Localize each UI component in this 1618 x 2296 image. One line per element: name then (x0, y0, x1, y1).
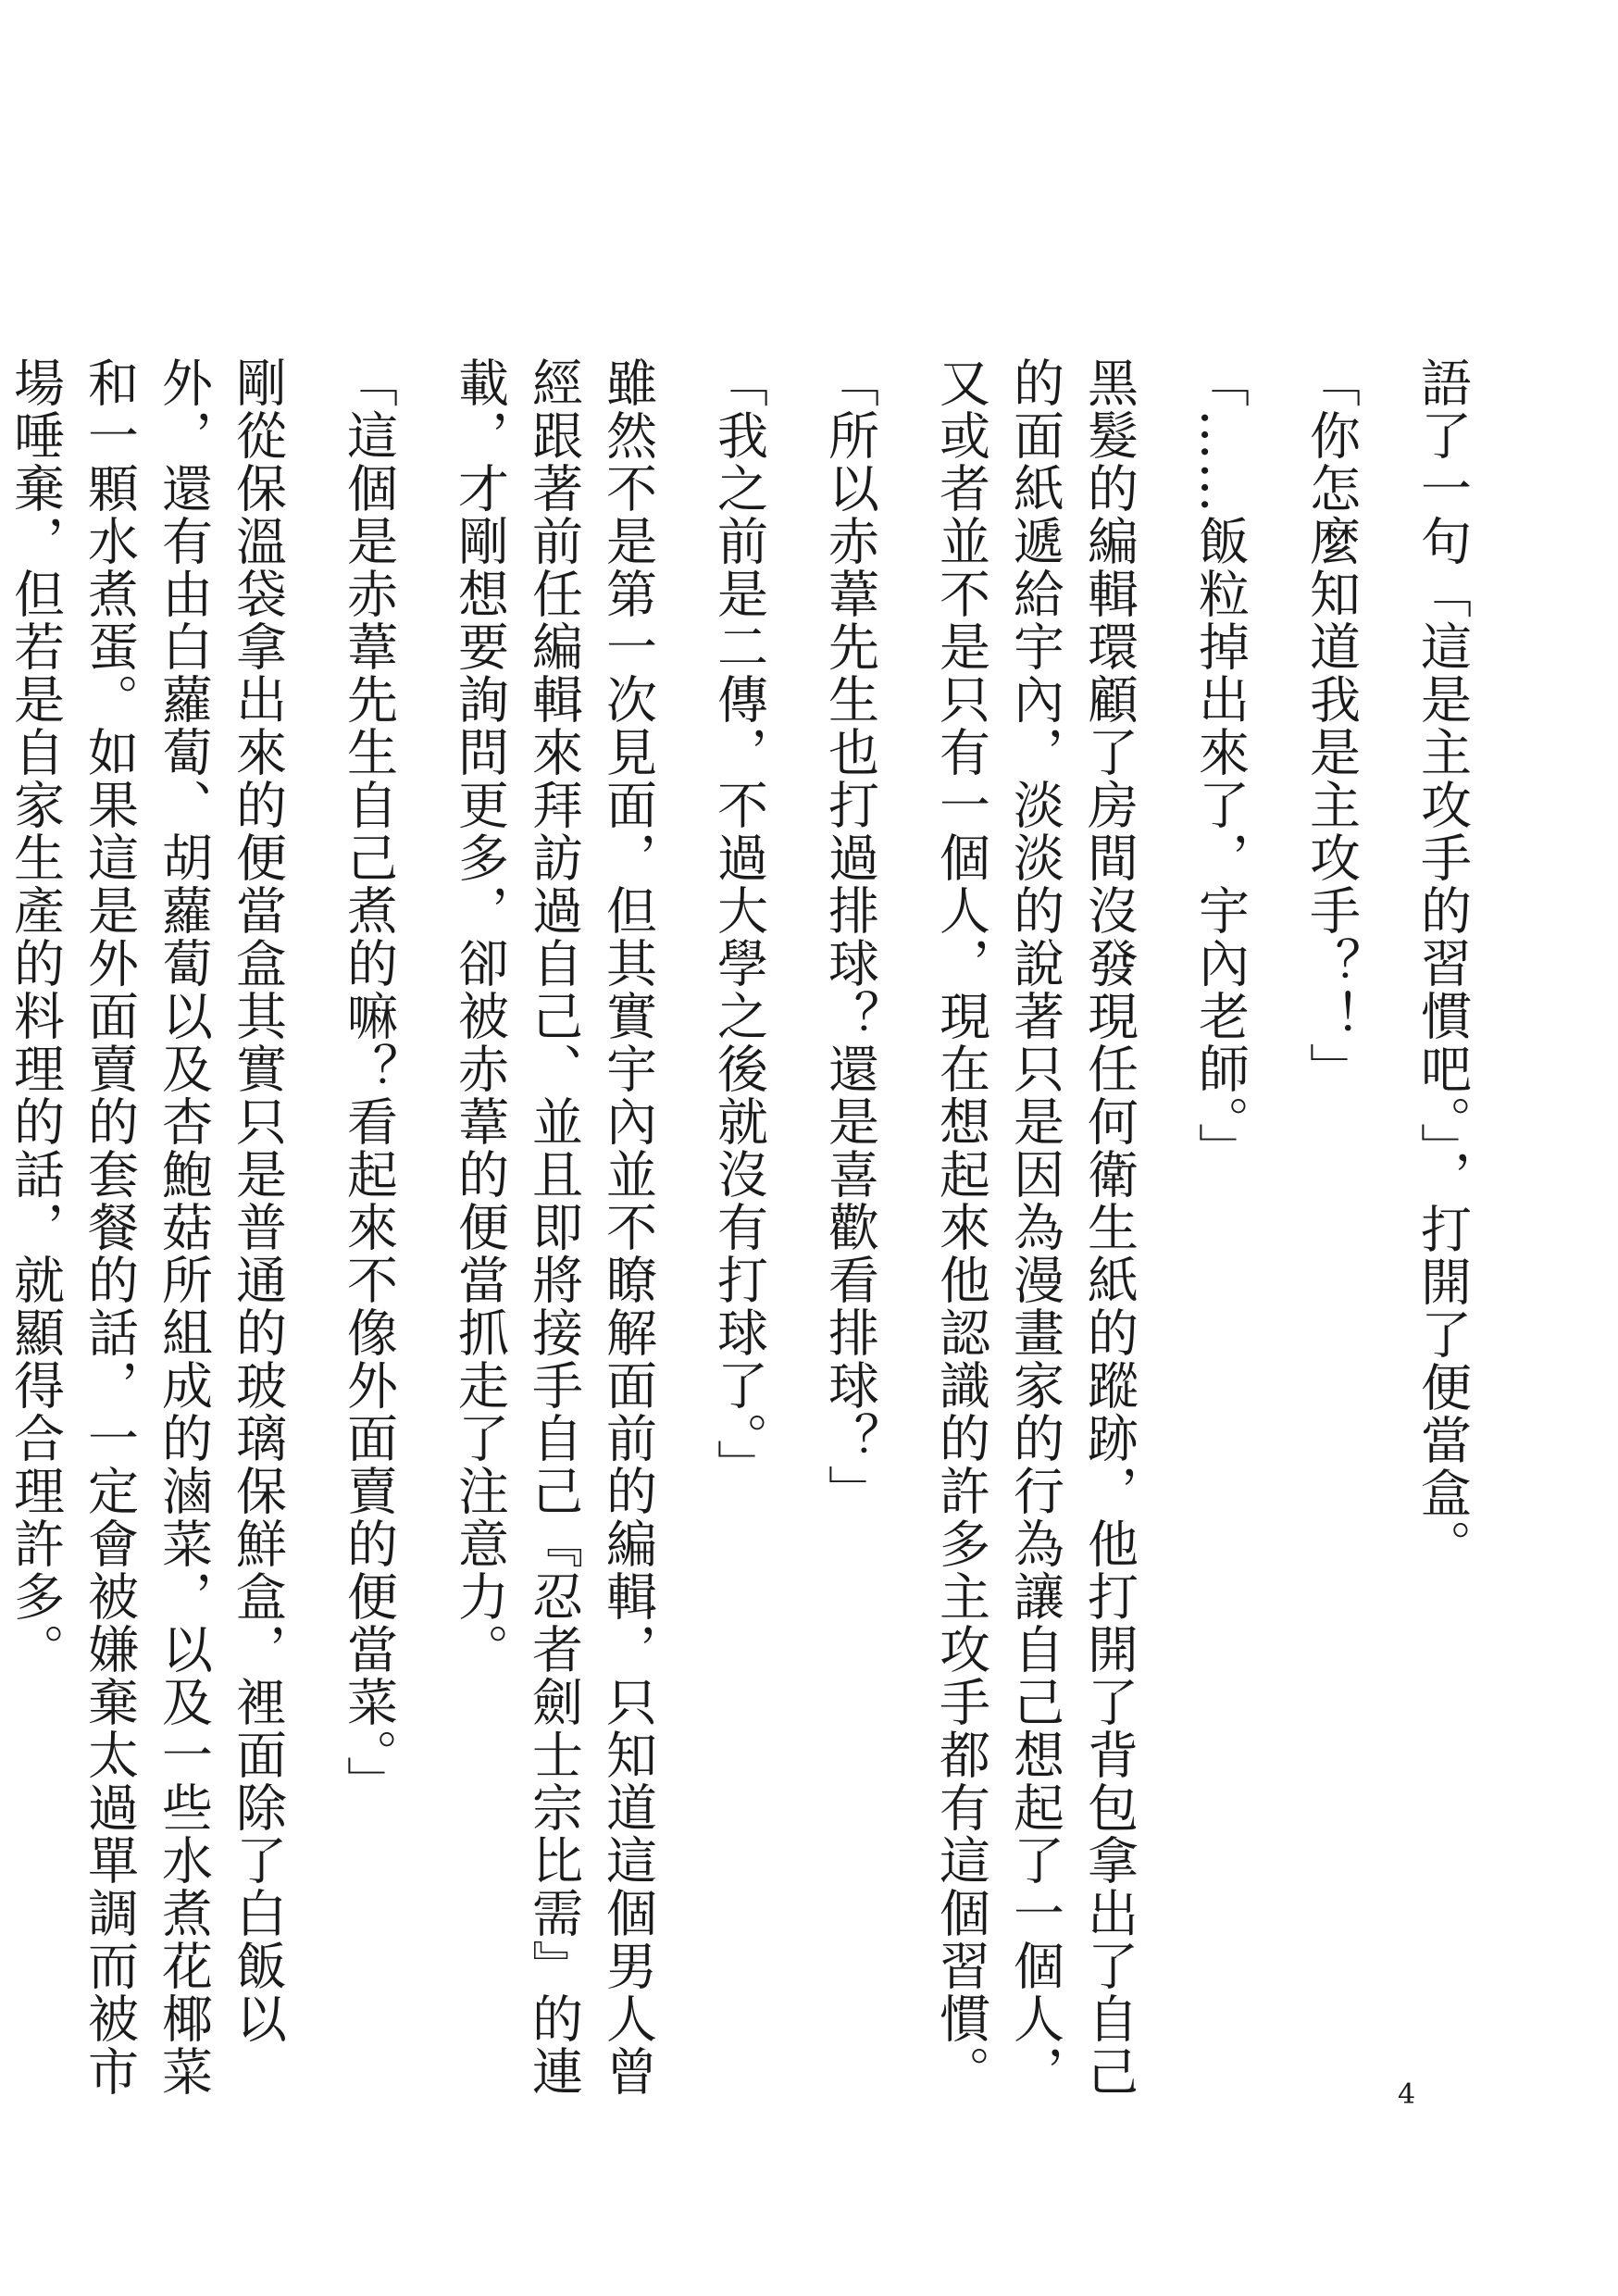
text-line: 「你怎麼知道我是主攻手？！」 (1301, 356, 1361, 1095)
text-line: 場唾棄，但若是自家生產的料理的話，就顯得合理許多。 (6, 356, 65, 1676)
text-line: 經跟著前任編輯來拜訪過自己、並且即將接手自己『忍者劍士宗比需』的連 (524, 356, 583, 2098)
text-line: 「我之前是二傳，不過大學之後就沒有打球了。」 (709, 356, 768, 1492)
text-line: 的面紙遞給宇內，淡淡的說著只是因為漫畫家的行為讓自己想起了一個人， (1005, 356, 1064, 2098)
text-line: 「這個是赤葦先生自己煮的嘛？看起來不像外面賣的便當菜。」 (339, 356, 398, 1809)
text-line: 剛從保溫袋拿出來的便當盒其實只是普通的玻璃保鮮盒，裡面除了白飯以 (228, 356, 287, 2045)
text-line: 雖然不是第一次見面，但其實宇內並不瞭解面前的編輯，只知道這個男人曾 (598, 356, 657, 2098)
paragraph-gap (1368, 356, 1405, 2115)
text-line: 載，才剛想要詢問更多，卻被赤葦的便當抓走了注意力。 (450, 356, 509, 1676)
text-line: 「所以赤葦先生也打過排球？還是喜歡看排球？」 (820, 356, 879, 1517)
vertical-text-body (6, 356, 1479, 2115)
text-line: 「……飯粒掉出來了，宇內老師。」 (1190, 356, 1250, 1176)
text-line: 又或者並不是只有一個人，現在想起來他認識的許多主攻手都有這個習慣。 (931, 356, 990, 2098)
text-line: 黑髮的編輯環顧了房間沒發現任何衛生紙的蹤跡，他打開了背包拿出了自己 (1079, 356, 1139, 2098)
paragraph-gap (405, 356, 442, 2115)
paragraph-gap (1257, 356, 1294, 2115)
page-number: 4 (1398, 2078, 1416, 2111)
text-line: 語了一句「這是主攻手的習慣吧。」，打開了便當盒。 (1413, 356, 1472, 1572)
paragraph-gap (1146, 356, 1183, 2115)
paragraph-gap (665, 356, 702, 2115)
paragraph-gap (887, 356, 924, 2115)
paragraph-gap (776, 356, 813, 2115)
text-line: 和一顆水煮蛋。如果這是外面賣的套餐的話，一定會被嫌棄太過單調而被市 (80, 356, 139, 2098)
text-line: 外，還有由白蘿蔔、胡蘿蔔以及杏鮑菇所組成的滷菜，以及一些水煮花椰菜 (154, 356, 213, 2098)
paragraph-gap (294, 356, 331, 2115)
